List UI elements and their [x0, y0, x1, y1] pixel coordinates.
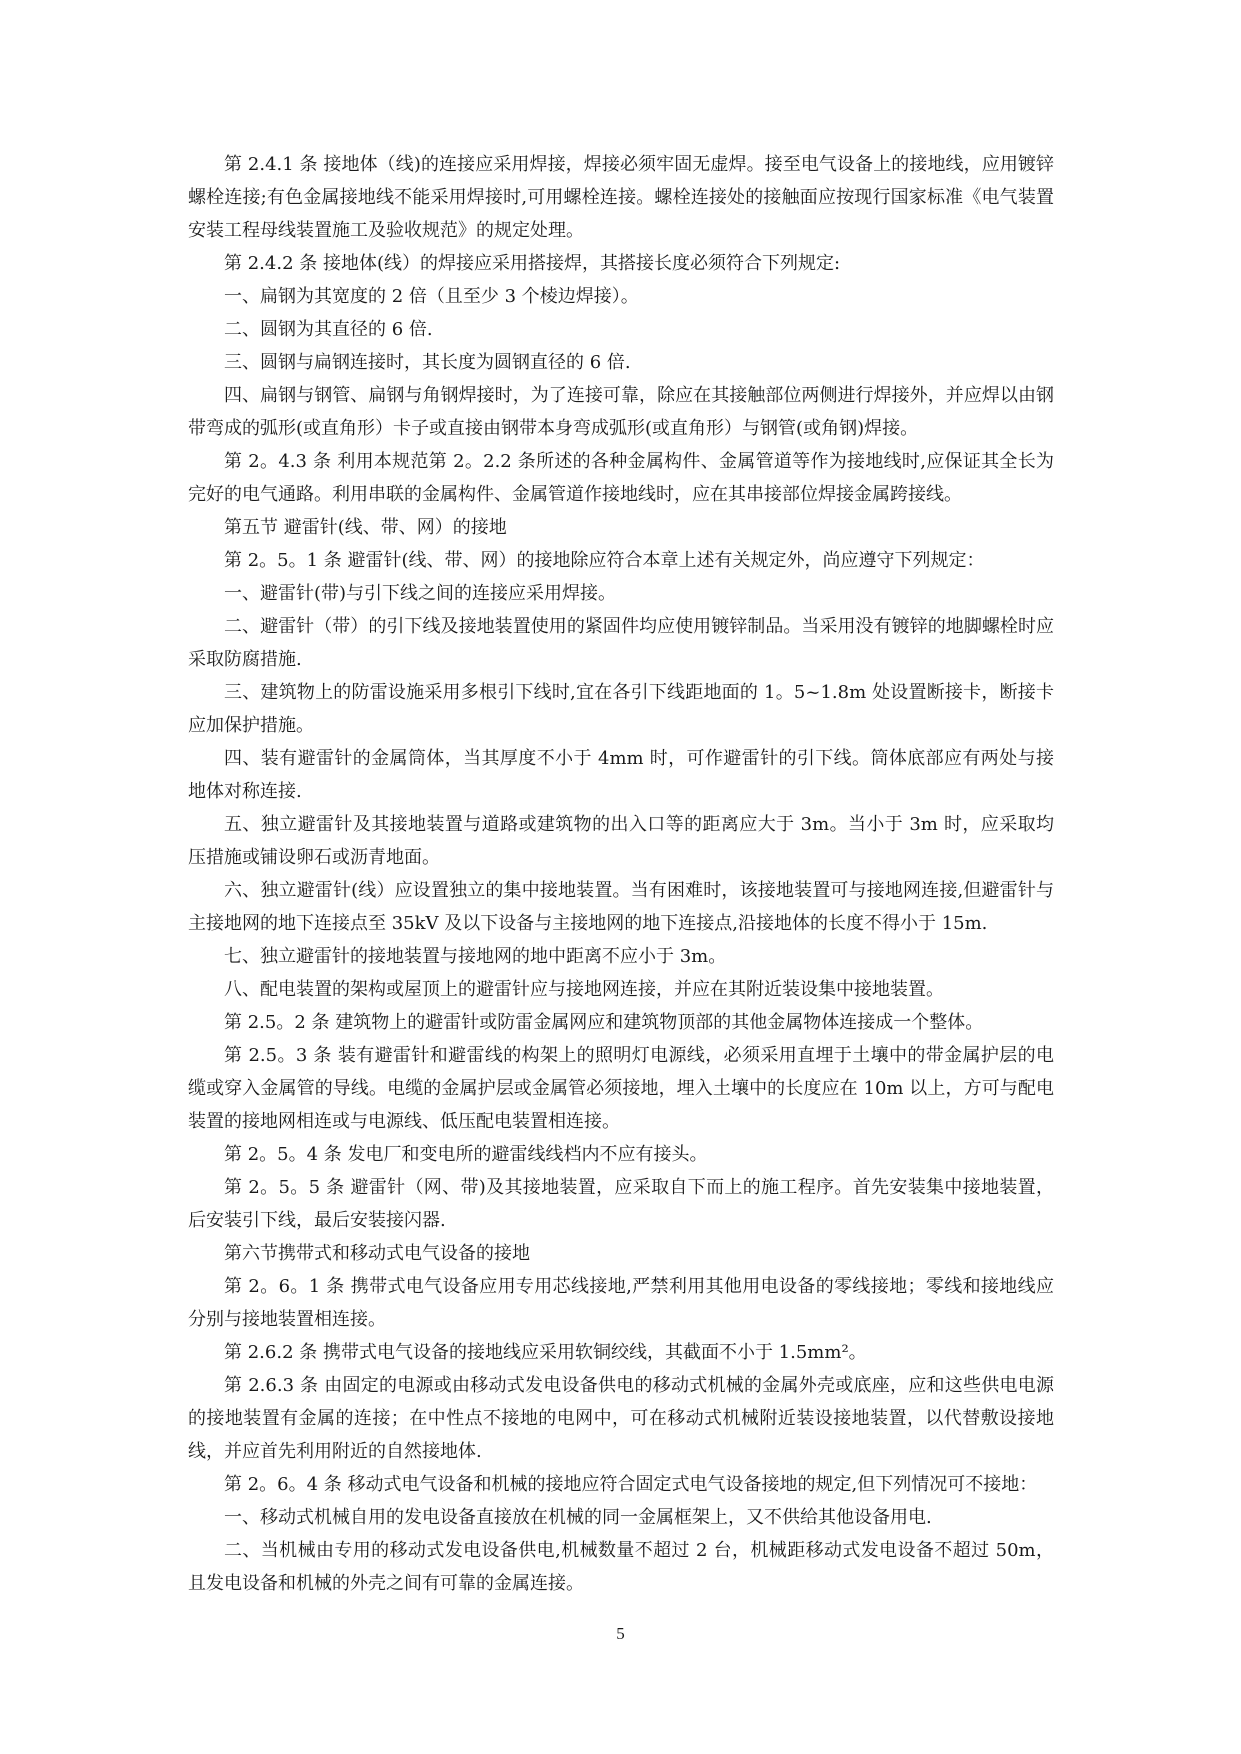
paragraph-2-5-2: 第 2.5。2 条 建筑物上的避雷针或防雷金属网应和建筑物顶部的其他金属物体连接成一个整体。	[224, 1012, 984, 1033]
paragraph-2-5-3: 第 2.5。3 条 装有避雷针和避雷线的构架上的照明灯电源线，必须采用直埋于土壤中的带金属护层的电缆或穿入金属管的导线。电缆的金属护层或金属管必须接地，埋入土壤中的长度应在 10m 以上，方可与配电装置的接地网相连或与电源线、低压配电装置相连接。	[188, 1045, 1054, 1132]
paragraph-2-5-1: 第 2。5。1 条 避雷针(线、带、网）的接地除应符合本章上述有关规定外，尚应遵守下列规定：	[224, 550, 985, 571]
list-item: 一、避雷针(带)与引下线之间的连接应采用焊接。	[224, 583, 617, 604]
paragraph-2-6-3: 第 2.6.3 条 由固定的电源或由移动式发电设备供电的移动式机械的金属外壳或底座，应和这些供电电源的接地装置有金属的连接；在中性点不接地的电网中，可在移动式机械附近装设接地装置，以代替敷设接地线，并应首先利用附近的自然接地体.	[188, 1375, 1054, 1462]
paragraph-2-6-1: 第 2。6。1 条 携带式电气设备应用专用芯线接地,严禁利用其他用电设备的零线接地；零线和接地线应分别与接地装置相连接。	[188, 1276, 1054, 1330]
section-heading-6: 第六节携带式和移动式电气设备的接地	[224, 1243, 530, 1264]
list-item: 八、配电装置的架构或屋顶上的避雷针应与接地网连接，并应在其附近装设集中接地装置。	[224, 979, 944, 1000]
paragraph-2-4-2: 第 2.4.2 条 接地体(线）的焊接应采用搭接焊，其搭接长度必须符合下列规定:	[224, 253, 841, 274]
page-body	[188, 148, 1054, 1600]
list-item: 三、圆钢与扁钢连接时，其长度为圆钢直径的 6 倍.	[224, 352, 631, 373]
list-item: 二、当机械由专用的移动式发电设备供电,机械数量不超过 2 台，机械距移动式发电设备不超过 50m，且发电设备和机械的外壳之间有可靠的金属连接。	[188, 1540, 1054, 1594]
page-number: 5	[616, 1624, 625, 1643]
paragraph-2-4-3: 第 2。4.3 条 利用本规范第 2。2.2 条所述的各种金属构件、金属管道等作为接地线时,应保证其全长为完好的电气通路。利用串联的金属构件、金属管道作接地线时，应在其串接部位焊接金属跨接线。	[188, 451, 1054, 505]
list-item: 二、避雷针（带）的引下线及接地装置使用的紧固件均应使用镀锌制品。当采用没有镀锌的地脚螺栓时应采取防腐措施.	[188, 616, 1054, 670]
list-item: 一、扁钢为其宽度的 2 倍（且至少 3 个棱边焊接）。	[224, 286, 639, 307]
list-item: 五、独立避雷针及其接地装置与道路或建筑物的出入口等的距离应大于 3m。当小于 3m 时，应采取均压措施或铺设卵石或沥青地面。	[188, 814, 1054, 868]
paragraph-2-6-2: 第 2.6.2 条 携带式电气设备的接地线应采用软铜绞线，其截面不小于 1.5mm²。	[224, 1342, 867, 1363]
list-item: 四、扁钢与钢管、扁钢与角钢焊接时，为了连接可靠，除应在其接触部位两侧进行焊接外，并应焊以由钢带弯成的弧形(或直角形）卡子或直接由钢带本身弯成弧形(或直角形）与钢管(或角钢)焊接。	[188, 385, 1054, 439]
list-item: 六、独立避雷针(线）应设置独立的集中接地装置。当有困难时，该接地装置可与接地网连接,但避雷针与主接地网的地下连接点至 35kV 及以下设备与主接地网的地下连接点,沿接地体的长度不得小于 15m.	[188, 880, 1054, 934]
list-item: 三、建筑物上的防雷设施采用多根引下线时,宜在各引下线距地面的 1。5~1.8m 处设置断接卡，断接卡应加保护措施。	[188, 682, 1054, 736]
paragraph-2-4-1: 第 2.4.1 条 接地体（线)的连接应采用焊接，焊接必须牢固无虚焊。接至电气设备上的接地线，应用镀锌螺栓连接;有色金属接地线不能采用焊接时,可用螺栓连接。螺栓连接处的接触面应按现行国家标准《电气装置安装工程母线装置施工及验收规范》的规定处理。	[188, 154, 1054, 241]
list-item: 七、独立避雷针的接地装置与接地网的地中距离不应小于 3m。	[224, 946, 727, 967]
paragraph-2-6-4: 第 2。6。4 条 移动式电气设备和机械的接地应符合固定式电气设备接地的规定,但下列情况可不接地：	[224, 1474, 1038, 1495]
paragraph-2-5-4: 第 2。5。4 条 发电厂和变电所的避雷线线档内不应有接头。	[224, 1144, 708, 1165]
list-item: 四、装有避雷针的金属筒体，当其厚度不小于 4mm 时，可作避雷针的引下线。筒体底部应有两处与接地体对称连接.	[188, 748, 1054, 802]
section-heading-5: 第五节 避雷针(线、带、网）的接地	[224, 517, 507, 538]
paragraph-2-5-5: 第 2。5。5 条 避雷针（网、带)及其接地装置，应采取自下而上的施工程序。首先安装集中接地装置，后安装引下线，最后安装接闪器.	[188, 1177, 1054, 1231]
list-item: 二、圆钢为其直径的 6 倍.	[224, 319, 433, 340]
list-item: 一、移动式机械自用的发电设备直接放在机械的同一金属框架上，又不供给其他设备用电.	[224, 1507, 932, 1528]
